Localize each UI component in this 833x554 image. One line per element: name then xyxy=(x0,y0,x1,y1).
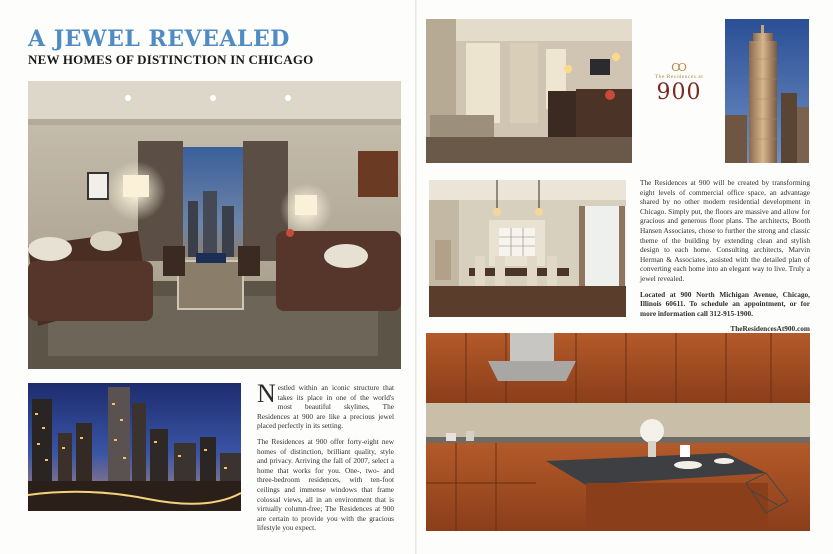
left-second-paragraph: The Residences at 900 offer forty-eight new homes of distinction, brilliant quality, style and privacy. Arriving the fall of 2007, select a home that works for you. One-, two- and three-bedroom residences, with ten-foot ceilings and immense windows that frame colossal views, all in an environment that is virtually column-free; The Residences at 900 are certain to provide you with the gracious lifestyle you expect. xyxy=(257,436,394,533)
skyline-illustration xyxy=(28,383,241,511)
tower-building-photo xyxy=(725,19,809,163)
page-subtitle: NEW HOMES OF DISTINCTION IN CHICAGO xyxy=(28,52,314,67)
residences-900-logo xyxy=(640,62,718,112)
logo-pre-text: The Residences at xyxy=(654,74,704,80)
left-intro-paragraph xyxy=(257,379,394,431)
dining-room-photo xyxy=(429,180,626,317)
right-body-copy xyxy=(640,178,810,340)
tower-illustration xyxy=(725,19,809,163)
left-body-copy xyxy=(257,379,394,539)
contact-info: Located at 900 North Michigan Avenue, Chicago, Illinois 60611. To schedule an appointment, or for more information call 312-915-1900. xyxy=(640,289,810,318)
page-title: A JEWEL REVEALED xyxy=(28,26,290,52)
website-link[interactable]: TheResidencesAt900.com xyxy=(730,324,810,334)
logo-monogram-icon: Ꝏ xyxy=(671,61,687,74)
logo-number: 900 xyxy=(656,80,702,105)
living-room-photo xyxy=(28,81,401,369)
page-gutter xyxy=(415,0,417,554)
dining-room-illustration xyxy=(429,180,626,317)
living-room-illustration xyxy=(28,81,401,369)
right-main-paragraph: The Residences at 900 will be created by transforming eight levels of commercial office space, an advantage shared by no other modern residential development in Chicago. Simply put, the floors are massive and allow for gracious and generous floor plans. The architects, Booth Hansen Associates, chose to further the strong and classic theme of the building by extending clean and stylish design to each home. Consulting architects, Marvin Herman & Associates, assisted with the detailed plan of converting each home into an elegant way to live. Truly a jewel revealed. xyxy=(640,178,810,283)
dropcap-letter: N xyxy=(257,379,276,408)
kitchen-illustration xyxy=(426,333,810,531)
chicago-skyline-photo xyxy=(28,383,241,511)
bathroom-illustration xyxy=(426,19,632,163)
kitchen-photo xyxy=(426,333,810,531)
left-intro-text: estled within an iconic structure that takes its place in one of the world's most beautiful skylines, The Residences at 900 are like a precious jewel placed perfectly in its setting. xyxy=(257,383,394,431)
bathroom-photo xyxy=(426,19,632,163)
